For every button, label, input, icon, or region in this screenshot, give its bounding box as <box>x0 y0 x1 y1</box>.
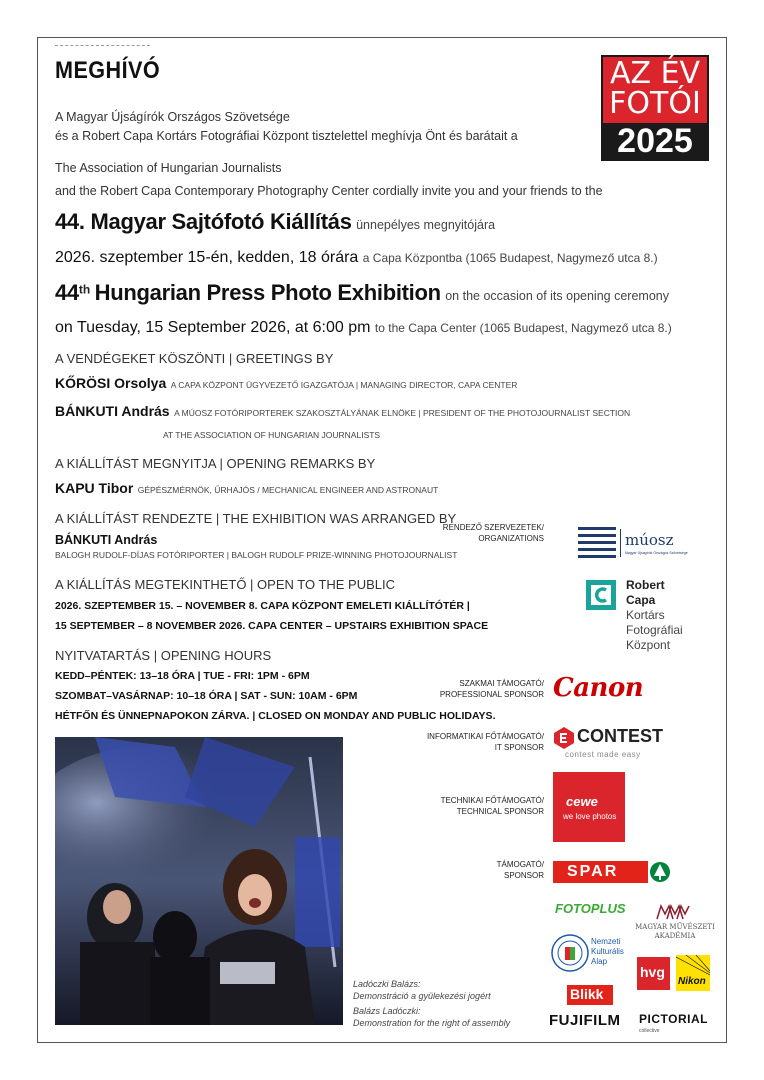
hvg-logo <box>637 957 670 990</box>
hours-heading: NYITVATARTÁS | OPENING HOURS <box>55 648 272 663</box>
spar-logo <box>553 861 671 883</box>
nka-line-1: Nemzeti <box>591 937 621 946</box>
mma-emblem-icon <box>656 904 690 920</box>
organizations-label-hu: RENDEZŐ SZERVEZETEK/ <box>442 523 544 532</box>
mma-line-2: AKADÉMIA <box>654 932 696 940</box>
muosz-stripes-icon <box>578 525 618 561</box>
nikon-wordmark: Nikon <box>678 976 706 987</box>
event-en-place: to the Capa Center (1065 Budapest, Nagymező utca 8.) <box>374 321 672 335</box>
sponsor-label-en: SPONSOR <box>503 870 544 880</box>
cewe-tagline: we love photos <box>563 812 617 821</box>
opening-heading: A KIÁLLÍTÁST MEGNYITJA | OPENING REMARKS BY <box>55 456 376 471</box>
greeting-person-2-role: A MÚOSZ FOTÓRIPORTEREK SZAKOSZTÁLYÁNAK ELNÖKE | PRESIDENT OF THE PHOTOJOURNALIST SECTION <box>174 408 631 418</box>
intro-en-2: and the Robert Capa Contemporary Photography Center cordially invite you and your friends to the <box>55 184 603 198</box>
fotoplus-logo: FOTOPLUS <box>555 901 626 916</box>
contest-hexagon-icon <box>553 727 575 749</box>
hvg-wordmark: hvg <box>640 964 665 980</box>
greetings-heading: A VENDÉGEKET KÖSZÖNTI | GREETINGS BY <box>55 351 334 366</box>
mma-line-1: MAGYAR MŰVÉSZETI <box>635 923 715 931</box>
capa-c-icon <box>586 580 616 610</box>
sponsor-label-hu: TÁMOGATÓ/ <box>496 860 544 869</box>
greeting-person-1-role: A CAPA KÖZPONT ÜGYVEZETŐ IGAZGATÓJA | MANAGING DIRECTOR, CAPA CENTER <box>170 380 518 390</box>
event-hu-date-line <box>55 249 658 267</box>
muosz-logo <box>578 525 693 561</box>
technical-sponsor-label-en: TECHNICAL SPONSOR <box>456 806 544 816</box>
technical-sponsor-label-hu: TECHNIKAI FŐTÁMOGATÓ/ <box>440 796 544 805</box>
capa-subname <box>626 608 683 653</box>
opening-person-role: GÉPÉSZMÉRNÖK, ŰRHAJÓS / MECHANICAL ENGINEER AND ASTRONAUT <box>137 485 439 495</box>
contest-wordmark: CONTEST <box>577 726 664 746</box>
nikon-logo <box>676 955 710 991</box>
az-ev-fotoi-line-2: FOTÓI <box>609 86 701 121</box>
greeting-person-2 <box>55 403 630 421</box>
technical-sponsor-label <box>441 796 544 818</box>
capa-line-kortars: Kortárs <box>626 608 665 622</box>
pictorial-subtitle: collective <box>639 1028 660 1034</box>
it-sponsor-label <box>427 732 544 754</box>
intro-en-1: The Association of Hungarian Journalists <box>55 161 282 175</box>
organizations-label-en: ORGANIZATIONS <box>478 533 544 543</box>
event-en-line <box>55 280 669 306</box>
muosz-wordmark: múosz <box>625 531 674 549</box>
intro-hu-2: és a Robert Capa Kortárs Fotográfiai Központ tisztelettel meghívja Önt és barátait a <box>55 129 518 143</box>
professional-sponsor-label-hu: SZAKMAI TÁMOGATÓ/ <box>459 679 544 688</box>
caption-en-author: Balázs Ladóczki: <box>353 1006 421 1016</box>
exhibition-photo <box>55 737 343 1025</box>
page-title: MEGHÍVÓ <box>55 57 161 84</box>
greeting-person-1-name: KŐRÖSI Orsolya <box>55 375 167 391</box>
arranged-heading: A KIÁLLÍTÁST RENDEZTE | THE EXHIBITION WAS ARRANGED BY <box>55 511 457 526</box>
caption-hu-author: Ladóczki Balázs: <box>353 979 421 989</box>
muosz-subtitle: Magyar Újságírók Országos Szövetsége <box>625 551 688 555</box>
greeting-person-1 <box>55 375 517 393</box>
capa-line-capa: Capa <box>626 593 656 607</box>
spar-wordmark: SPAR <box>567 863 619 880</box>
opening-person <box>55 480 438 498</box>
intro-hu-1: A Magyar Újságírók Országos Szövetsége <box>55 110 290 124</box>
az-ev-fotoi-logo <box>601 55 709 161</box>
capa-line-kozpont: Központ <box>626 638 671 652</box>
public-heading: A KIÁLLÍTÁS MEGTEKINTHETŐ | OPEN TO THE PUBLIC <box>55 577 396 592</box>
nka-logo <box>551 933 631 975</box>
organizations-label <box>443 523 544 545</box>
event-en-suffix: on the occasion of its opening ceremony <box>445 289 669 303</box>
public-line-2: 15 SEPTEMBER – 8 NOVEMBER 2026. CAPA CENTER – UPSTAIRS EXHIBITION SPACE <box>55 620 489 632</box>
capa-center-logo <box>586 578 696 658</box>
canon-logo: Canon <box>553 673 644 703</box>
title-divider <box>55 45 150 46</box>
cewe-logo <box>553 772 625 842</box>
contest-logo <box>553 726 673 760</box>
nka-name <box>591 937 624 967</box>
sponsor-label <box>497 860 544 882</box>
spar-tree-icon <box>649 861 671 883</box>
professional-sponsor-label-en: PROFESSIONAL SPONSOR <box>439 689 544 699</box>
mma-logo <box>628 904 718 944</box>
professional-sponsor-label <box>440 679 544 701</box>
it-sponsor-label-hu: INFORMATIKAI FŐTÁMOGATÓ/ <box>426 732 544 741</box>
blikk-wordmark: Blikk <box>570 986 604 1002</box>
public-line-1: 2026. SZEPTEMBER 15. – NOVEMBER 8. CAPA KÖZPONT EMELETI KIÁLLÍTÓTÉR | <box>55 600 470 612</box>
nka-line-2: Kulturális <box>591 947 624 956</box>
capa-name <box>626 578 665 608</box>
protest-photo-illustration <box>55 737 343 1025</box>
event-hu-place: a Capa Központba (1065 Budapest, Nagymező utca 8.) <box>362 251 658 265</box>
capa-line-fotografiai: Fotográfiai <box>626 623 683 637</box>
event-hu-title: 44. Magyar Sajtófotó Kiállítás <box>55 209 352 234</box>
hours-line-2: SZOMBAT–VASÁRNAP: 10–18 ÓRA | SAT - SUN: 10AM - 6PM <box>55 690 358 702</box>
az-ev-fotoi-line-1: AZ ÉV <box>609 56 701 91</box>
caption-en-title: Demonstration for the right of assembly <box>353 1018 511 1028</box>
arranged-name: BÁNKUTI András <box>55 533 158 547</box>
hours-line-3: HÉTFŐN ÉS ÜNNEPNAPOKON ZÁRVA. | CLOSED ON MONDAY AND PUBLIC HOLIDAYS. <box>55 710 496 722</box>
event-en-date-line <box>55 319 672 337</box>
opening-person-name: KAPU Tibor <box>55 480 134 496</box>
fujifilm-logo: FUJIFILM <box>549 1012 621 1029</box>
arranged-role: BALOGH RUDOLF-DÍJAS FOTÓRIPORTER | BALOGH RUDOLF PRIZE-WINNING PHOTOJOURNALIST <box>55 550 458 560</box>
event-en-title: Hungarian Press Photo Exhibition <box>94 280 441 305</box>
event-en-sup: th <box>78 282 91 297</box>
it-sponsor-label-en: IT SPONSOR <box>494 742 544 752</box>
blikk-logo <box>567 985 613 1005</box>
pictorial-logo: PICTORIAL <box>639 1012 708 1026</box>
event-en-date: on Tuesday, 15 September 2026, at 6:00 pm <box>55 319 371 336</box>
greeting-person-2-role-cont: AT THE ASSOCIATION OF HUNGARIAN JOURNALISTS <box>163 430 381 440</box>
nka-line-3: Alap <box>591 957 608 966</box>
caption-hu-title: Demonstráció a gyülekezési jogért <box>353 991 491 1001</box>
event-hu-suffix: ünnepélyes megnyitójára <box>356 218 496 232</box>
hours-line-1: KEDD–PÉNTEK: 13–18 ÓRA | TUE - FRI: 1PM - 6PM <box>55 670 310 682</box>
event-hu-line <box>55 209 495 235</box>
cewe-wordmark: cewe <box>566 794 598 809</box>
muosz-divider <box>620 529 621 557</box>
nka-emblem-icon <box>551 933 589 973</box>
contest-tagline: contest made easy <box>565 750 641 759</box>
az-ev-fotoi-year: 2025 <box>617 122 693 160</box>
mma-name <box>634 923 716 941</box>
greeting-person-2-name: BÁNKUTI András <box>55 403 170 419</box>
event-hu-date: 2026. szeptember 15-én, kedden, 18 órára <box>55 249 359 266</box>
event-en-num: 44 <box>55 280 79 305</box>
capa-line-robert: Robert <box>626 578 665 592</box>
